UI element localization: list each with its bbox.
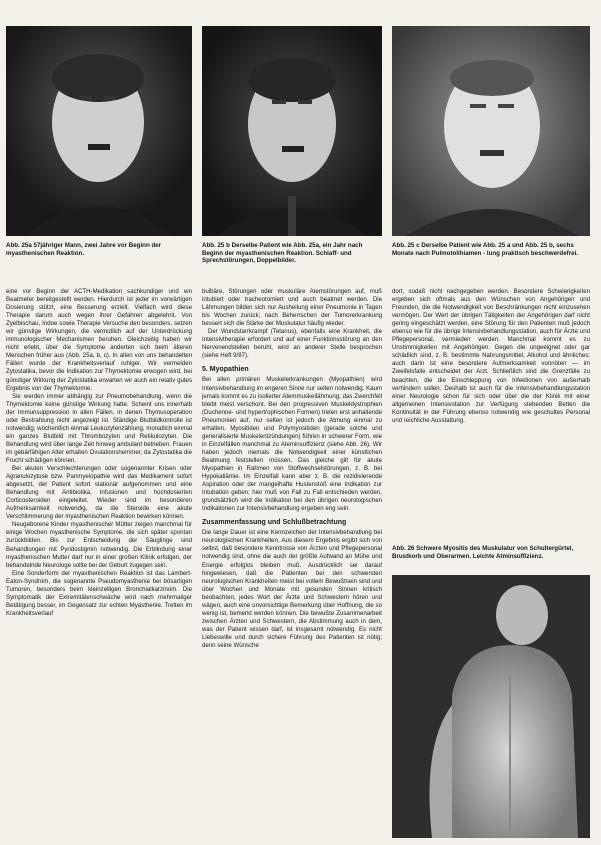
column-1 bbox=[6, 288, 192, 838]
caption-26: Abb. 26 Schwere Myositis des Muskulatur von Schultergürtel, Brustkorb und Oberarmen. Leichte Atminsuffizienz. bbox=[392, 545, 574, 560]
photo-25c bbox=[392, 26, 590, 236]
caption-25c: Abb. 25 c Derselbe Patient wie Abb. 25 a und Abb. 25 b, sechs Monate nach Pulmotolihiamen - lung praktisch beschwerdefrei. bbox=[392, 242, 579, 257]
column-3 bbox=[392, 288, 590, 540]
col1-paragraph-2: Sie werden immer abhängig zur Pneumobehandlung, wenn die Thymektomie keine günstige Wirkung hatte. Scheint uns innerhalb der Immunsuppression in allen Fällen, in denen Thymusoperation oder Bestrahlung nicht angezeigt ist. Ständige Blutbildkontrolle ist notwendig; wöchentlich einmal Leukozytenzählung, monatlich einmal ein ganzes Blutbild mit Thrombozyten und Retikulozyten. Die Behandlung wird über lange Zeit hinweg ambulant betrieben. Frauen im gebärfähigen Alter erhalten Ovulationshemmer, da Zytostatika die Frucht schädigen können. bbox=[6, 392, 192, 464]
column-2 bbox=[202, 288, 382, 838]
caption-25a: Abb. 25a 57jähriger Mann, zwei Jahre vor Beginn der myasthenischen Reaktion. bbox=[6, 242, 162, 257]
portrait-25c-image bbox=[392, 26, 590, 236]
col2-paragraph-3: Bei allen primären Muskelerkrankungen (Myopathien) wird Intensivbehandlung im engeren Sinne nur selten notwendig. Kaum jemals kommt es zu isolierter Atemmuskellähmung; das Zwerchfell bleibt meist verschont. Bei den progressiven Muskeldystrophien (Duchenne- und hypertrophischen Formen) treten erst anhaltende Pneumonien auf, nur selten ist jedoch die Atmung einmal zu erhalten. Myositiden und Polymyositiden (gerade solche und generalisierte Muskelentzündungen) führen in schwerer Form, wie in Einzelfällen manchmal zu Ateminsuffizienz (siehe Abb. 26). Wir haben jedoch niemals die Notwendigkeit einer künstlichen Beatmung feststellen müssen. Das gleiche gilt für akute Myopathien in Rahmen von Stoffwechselstörungen, z. B. bei Hypokaliämie. Im Einzelfall kann aber z. B. die rezidivierende Aspiration oder der mangelhafte Hustenstoß eine Indikation zur Intubation geben; hier muß von Fall zu Fall entschieden werden, grundsätzlich wird die Indikation bei den übrigen neurologischen Indikationen zur Intensivbehandlung ergeben eng sein. bbox=[202, 376, 382, 513]
col2-paragraph-1: bulbäre, Störungen oder muskuläre Atemstörungen auf, muß intubiert oder tracheotomiert und auch beatmet werden. Die Lähmungen bilden sich nur Ausheilung einer Pneumonie in Tagen bis Wochen zurück; nach Beherrschen der Tumorerkrankung bessert sich die Stärke der Muskulatur häufig wieder. bbox=[202, 288, 382, 328]
col3-paragraph-1: dort, sodaß nicht nachgegeben werden. Besondere Schwierigkeiten ergeben sich oftmals aus den Wünschen von Angehörigen und Freunden, die die Notwendigkeit von Beschränkungen nicht einzusehen vermögen. Der Wert der übrigen Tätigkeiten der Angehörigen darf nicht gering eingeschätzt werden, eine Störung für den Patienten muß jedoch ebenso wie für die übrige Intensivbehandlungsstation, auch für Ärzte und Pflegepersonal, vermieden werden. Manchmal kommt es zu Unstimmigkeiten mit Angehörigen. Gegen die ungeeignet oder gar schädlich sind, z. B. bestimmte Nahrungsmittel, Alkohol und ähnliches; auch darin ist eine besondere Aufmerksamkeit vonnöten — im Zweifelsfalle entscheidet der Arzt. Schließlich sind die Grenzfälle zu beachten, die die Einschleppung von Infektionen von außerhalb verhindern sollen. Deshalb ist auch für die Intensivbehandlungsstation einer Neurologie schon für sich oder über die der Klinik mit einer allgemeinen Intensivstation zur Verfügung stehenden Betten die Kontinuität in der Führung ebenso notwendig wie geschultes Personal und reichliche Ausstattung. bbox=[392, 288, 590, 424]
patient-back-image bbox=[392, 575, 590, 838]
portrait-25a-image bbox=[6, 26, 192, 236]
photo-26 bbox=[392, 575, 590, 838]
col1-paragraph-4: Neugeborene Kinder myasthenischer Mütter zeigen manchmal für einige Wochen myasthenische Symptome, die sich später spontan zurückbilden. Bis zur Entscheidung der Säuglinge sind Behandlungen mit Pyridostigmin notwendig. Die Erblindung einer myasthenischen Mutter darf nur in einer großen Klinik erfolgen, der behandelnde Neurologe sollte bei der Geburt zugegen sein. bbox=[6, 521, 192, 569]
photo-25b bbox=[202, 26, 382, 236]
photo-25a bbox=[6, 26, 192, 236]
heading-myopathien: 5. Myopathien bbox=[202, 366, 249, 374]
portrait-25b-image bbox=[202, 26, 382, 236]
col2-paragraph-4: Die lange Dauer ist eine Kennzeichen der Intensivbehandlung bei neurologischen Krankheiten. Aus diesem Ergebnis ergibt sich von selbst, daß besondere Kenntnisse von Ärzten und Pflegepersonal notwendig sind, ohne die auch der größte Aufwand an Mühe und Energie erfolglos bleiben muß. Ausdrücklich sei darauf hingewiesen, daß die Patienten bei den schwersten neurologischen Krankheiten meist bei vollem Bewußtsein sind und über Wochen und Monate mit gesunden Sinnen kritisch beobachten, jedes Wort der Ärzte und Schwestern hören und wägen, auch eine unvorsichtige Bemerkung über Hoffnung, die so wenig ist, bemerkt werden können. Die bewußte Zusammenarbeit zwischen Ärzten und Schwestern, die Abstimmung auch in dem, was der Patient wissen darf, ist insgesamt notwendig. Es nicht Liebeswille und durch sichere Führung des Patienten ist nötig; denn seine Wünsche bbox=[202, 529, 382, 649]
col1-paragraph-1: eine vor Beginn der ACTH-Medikation sachkundiger und ein Beatmeter bereitgestellt werden. Hierdurch ist jeder im vorwärtigen Dosierung stützt, eine Besserung erzielt. Vielfach wird diese Therapie darum auch wegen ihrer Gefahren abgelehnt. Von Zyelbischau, Indoe sowie Therapie Versuche den besonders, setzen wir günstige Wirkungen, die vermutlich auf der Unterdrückung immunologischer Mechanismen beruhen. Gleichzeitig haben wir nicht erlebt, über die Symptome anderten sich beim älteren Menschen früher aus (Abb. 25a, b, c). In allen von uns behandelten Fällen wurde der Krankheitsverlauf ruhiger. Wir vermeiden Zytostatika, bevor die Indikation zur Thymektomie erwogen wird, bei günstiger Wirkung der Zytostatika erwarten wir auch ein relativ gutes Ergebnis von der Thymektomie. bbox=[6, 288, 192, 392]
caption-25b: Abb. 25 b Derselbe Patient wie Abb. 25a, ein Jahr nach Beginn der myasthenischen Reaktion. Schlaff- und Sprechstörungen, Doppelbilder. bbox=[202, 242, 363, 265]
col1-paragraph-5: Eine Sonderform der myasthenischen Reaktion ist das Lambert-Eaton-Syndrom, die sogenannte Pseudomyasthenie bei bösartigen Tumoren, besonders beim kleinzelligen Bronchialkarzinom. Die Symptomatik der Extremitätenschwäche wird nach mehrmaliger Betätigung besser, im Gegensatz zur echten Myasthenie. Tretten im Krankheitsverlauf bbox=[6, 569, 192, 617]
col1-paragraph-3: Bei akuten Verschlechterungen oder sogenannter Krisen oder Agranulozytose bzw. Panmyelopathie wird das Medikament sofort abgesetzt, der Patient sofort stationär aufgenommen und eine Behandlung mit Antibiotika, Infusionen und hochdosierten Corticosteroiden eingeleitet. Wieder sind im besonderen Aufmerksamkeit notwendig, da die Steroide eine akute Verschlimmerung der myasthenischen Reaktion bewirken können. bbox=[6, 465, 192, 521]
heading-zusammenfassung: Zusammenfassung und Schlußbetrachtung bbox=[202, 519, 347, 527]
col2-paragraph-2: Der Wundstarrkrampf (Tetanus), ebenfalls eine Krankheit, die Intensivtherapie erfordert und auf einer Funktionsstörung an den Nervenendstellen beruht, wird an anderer Stelle besprochen (siehe Heft 9/87). bbox=[202, 328, 382, 360]
